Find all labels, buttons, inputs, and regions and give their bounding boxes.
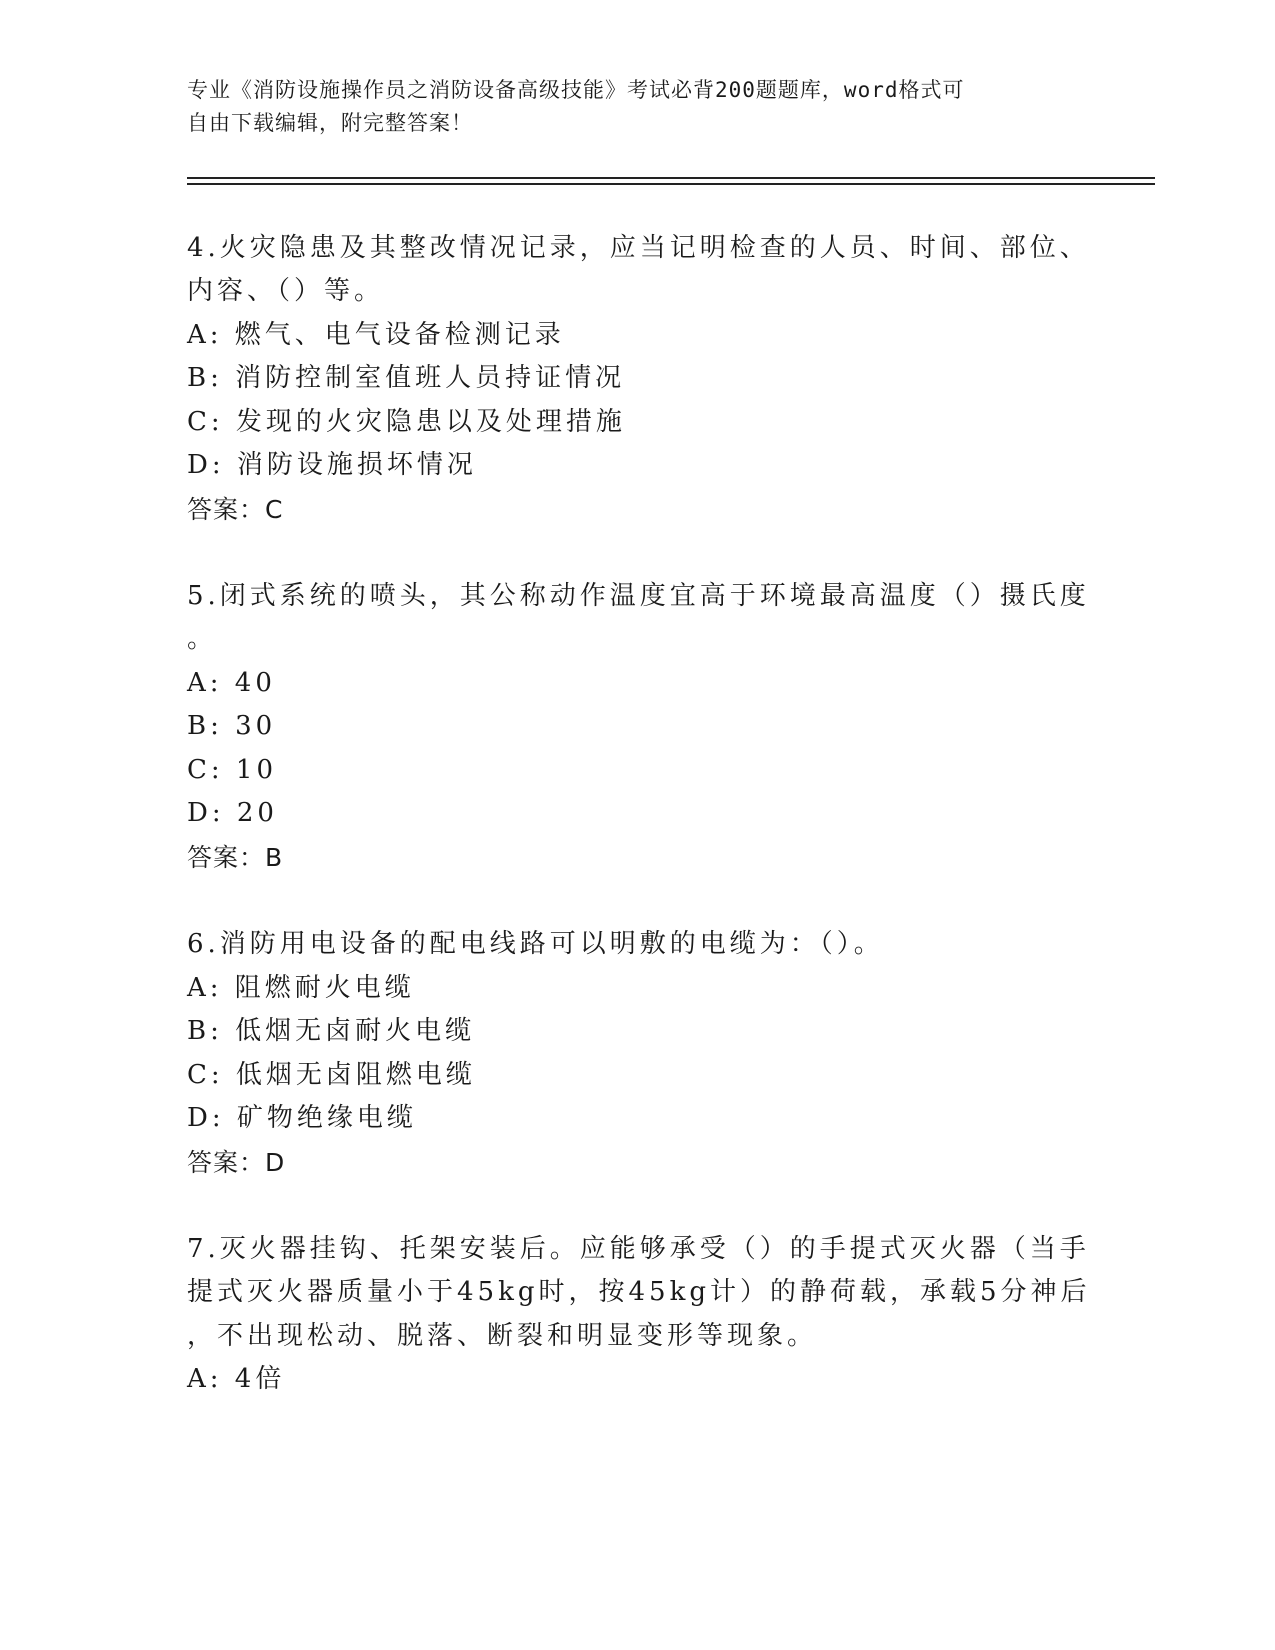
question-4-answer: 答案：C <box>187 495 284 524</box>
question-6-option-b: B: 低烟无卤耐火电缆 <box>187 1016 476 1046</box>
question-4-option-b: B: 消防控制室值班人员持证情况 <box>187 363 626 393</box>
header-line-1: 专业《消防设施操作员之消防设备高级技能》考试必背200题题库，word格式可 <box>187 78 965 102</box>
question-6-answer: 答案：D <box>187 1148 286 1177</box>
question-4-option-a: A: 燃气、电气设备检测记录 <box>187 320 565 350</box>
question-4-stem-line-1: 4.火灾隐患及其整改情况记录，应当记明检查的人员、时间、部位、 <box>187 233 1090 263</box>
question-5-option-d: D: 20 <box>187 798 278 828</box>
question-5-option-b: B: 30 <box>187 711 277 741</box>
question-7-option-a: A: 4倍 <box>187 1364 286 1394</box>
question-6-option-a: A: 阻燃耐火电缆 <box>187 973 415 1003</box>
question-6-stem-line-1: 6.消防用电设备的配电线路可以明敷的电缆为：（）。 <box>187 929 884 959</box>
header-rule-top <box>187 177 1155 179</box>
question-4-option-c: C: 发现的火灾隐患以及处理措施 <box>187 407 626 437</box>
question-7-stem-line-2: 提式灭火器质量小于45kg时，按45kg计）的静荷载，承载5分神后 <box>187 1277 1091 1307</box>
question-7-stem-line-3: ，不出现松动、脱落、断裂和明显变形等现象。 <box>187 1321 818 1351</box>
document-header <box>187 74 1067 140</box>
question-7-stem-line-1: 7.灭火器挂钩、托架安装后。应能够承受（）的手提式灭火器（当手 <box>187 1234 1090 1264</box>
question-5-option-a: A: 40 <box>187 668 276 698</box>
question-5-answer: 答案：B <box>187 843 284 872</box>
question-5-stem-line-1: 5.闭式系统的喷头，其公称动作温度宜高于环境最高温度（）摄氏度 <box>187 581 1090 611</box>
question-6-option-c: C: 低烟无卤阻燃电缆 <box>187 1060 476 1090</box>
question-4-stem-line-2: 内容、（）等。 <box>187 276 385 306</box>
question-4-option-d: D: 消防设施损坏情况 <box>187 450 477 480</box>
header-rule-bottom <box>187 183 1155 185</box>
question-5-stem-line-2: 。 <box>187 624 218 654</box>
header-line-2: 自由下载编辑，附完整答案！ <box>187 111 473 135</box>
question-5-option-c: C: 10 <box>187 755 278 785</box>
question-6-option-d: D: 矿物绝缘电缆 <box>187 1103 417 1133</box>
